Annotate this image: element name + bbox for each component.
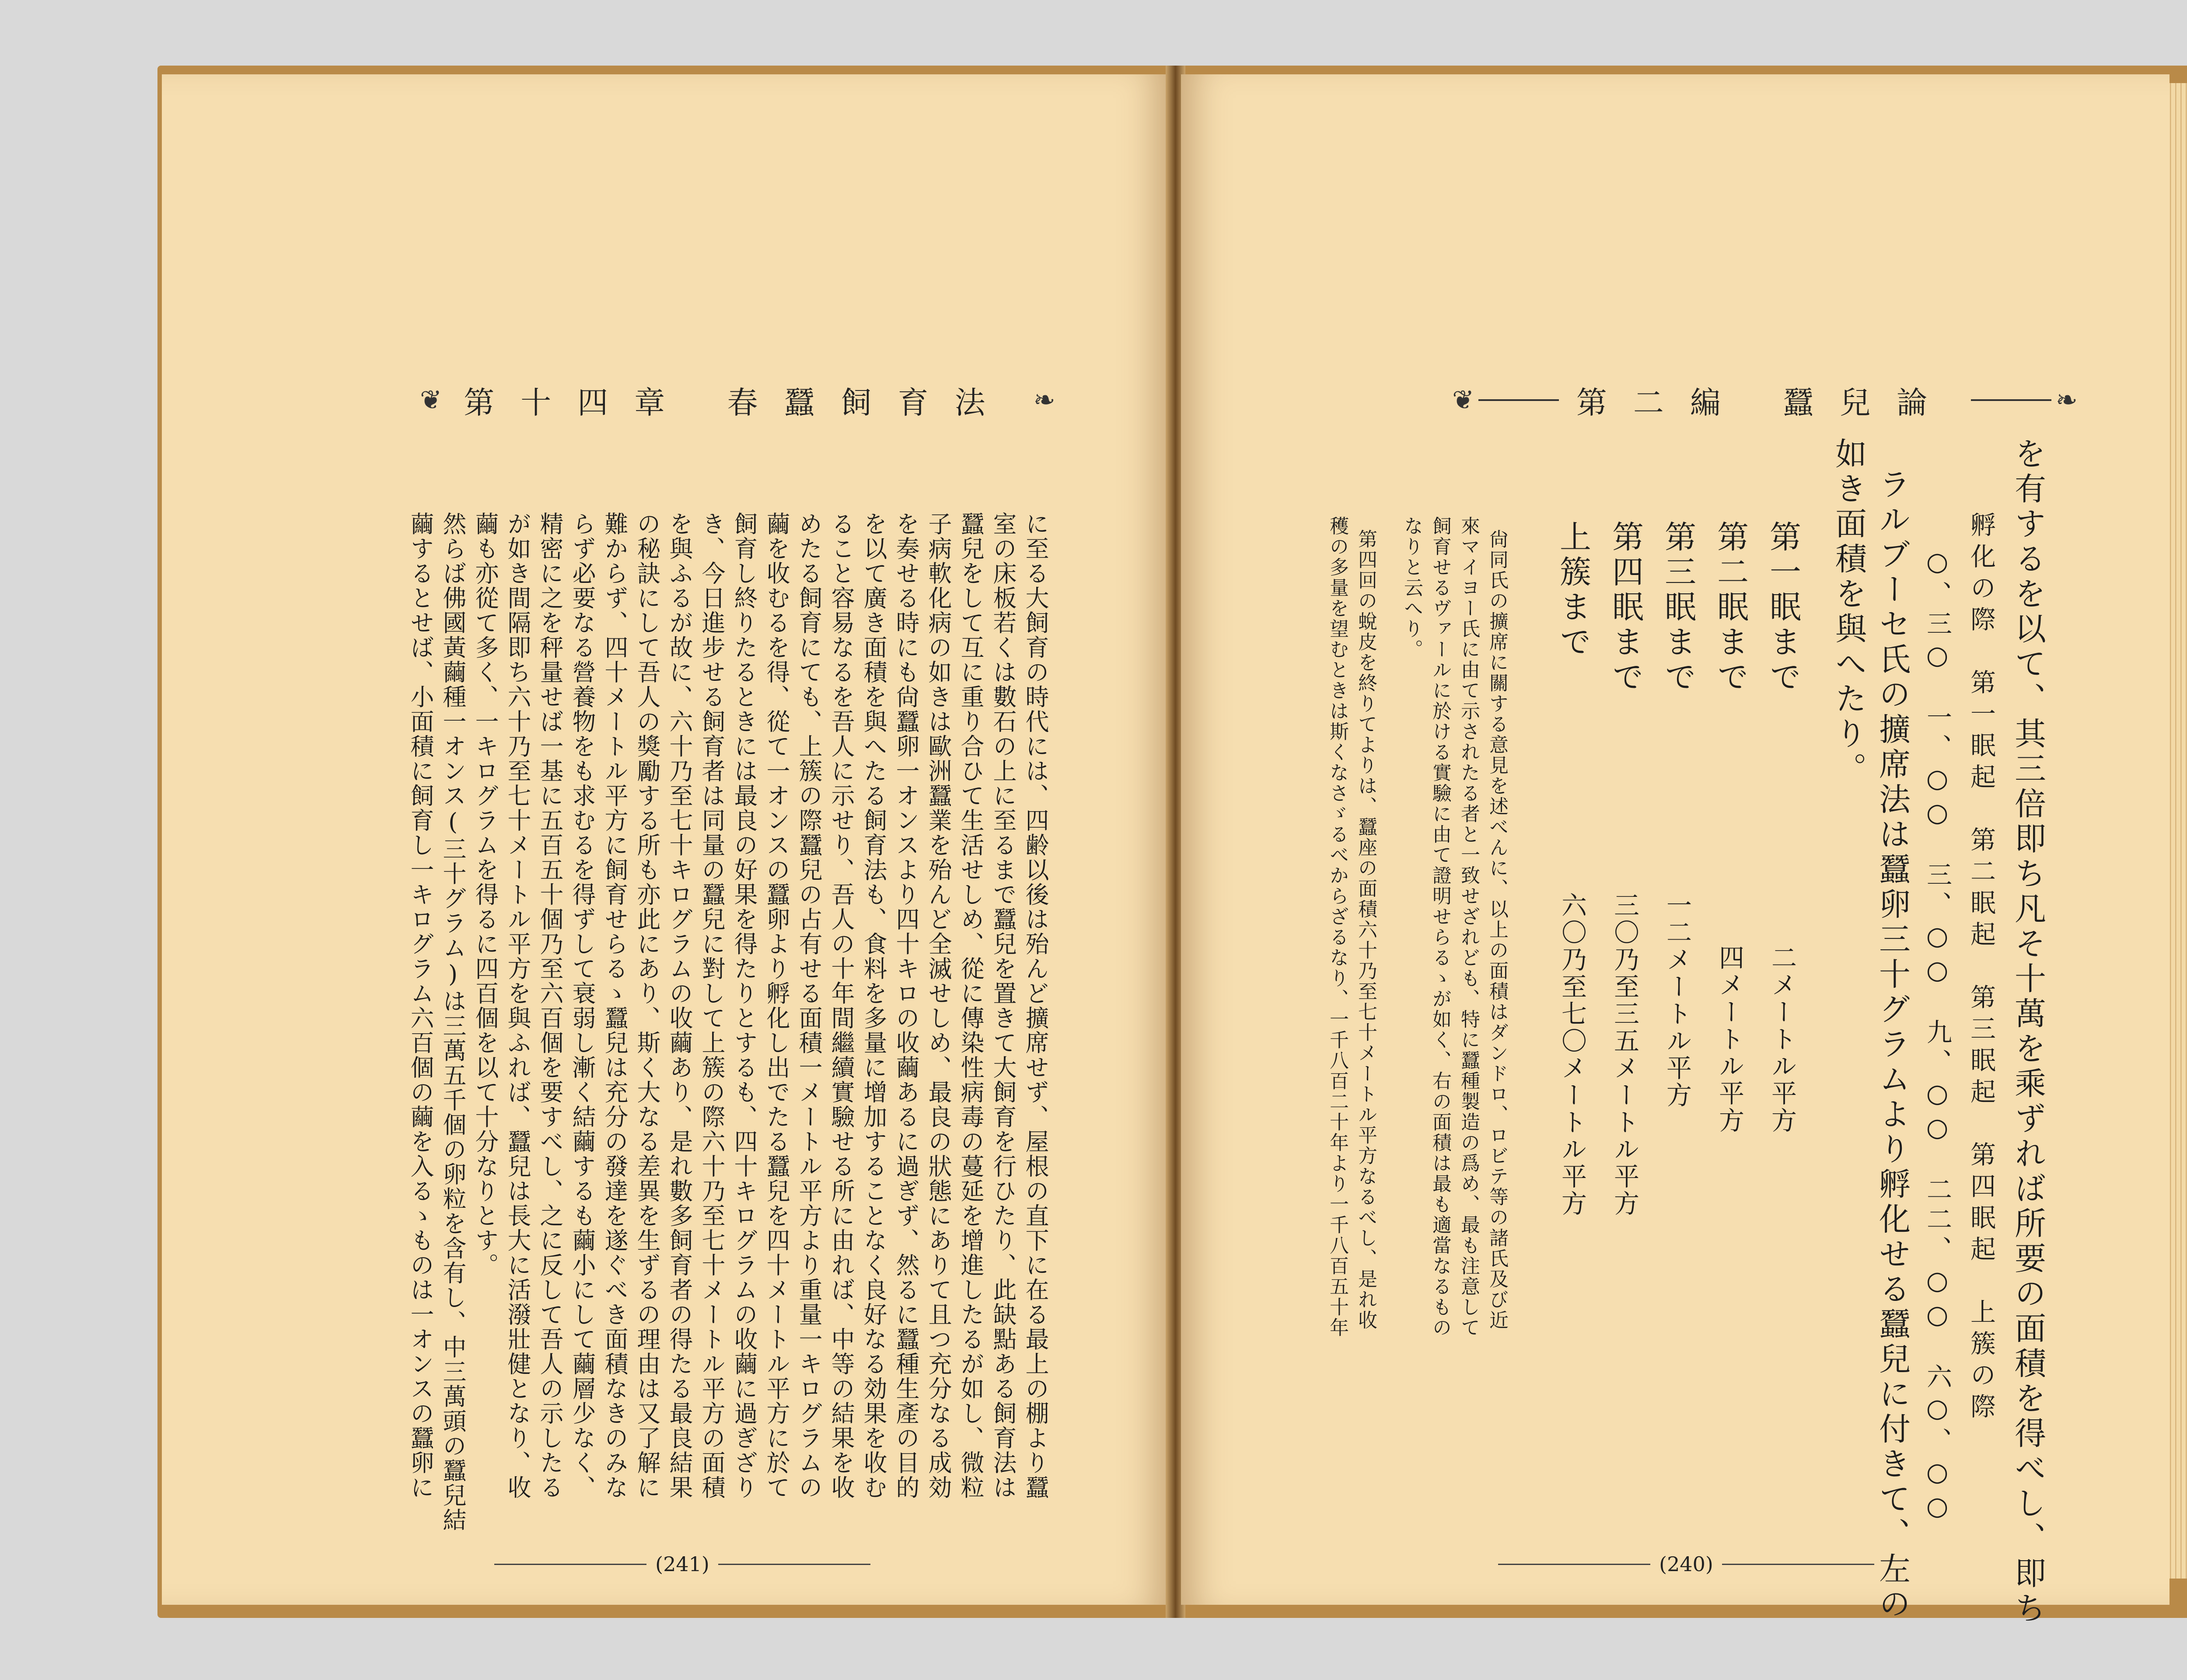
left-running-head-text: 第十四章 春蠶飼育法 (464, 384, 1012, 421)
left-text-column: 飼育し終りたるときには最良の好果を得たりとするも、四十キログラムの收繭に過ぎざり (730, 512, 758, 1500)
right-running-head-text: 第二編 蠶兒論 (1576, 384, 1954, 421)
right-ornament-icon: ❧ (1033, 385, 1055, 415)
left-text-column: めたる飼育にても、上簇の際蠶兒の占有せる面積一メートル平方より重量一キログラムの (795, 512, 823, 1500)
table-row-stage: 第一眠まで (1764, 520, 1801, 695)
left-text-column: らず必要なる營養物をも求むるを得ずして衰弱し漸く結繭するも繭小にして繭層少なく、 (569, 512, 596, 1500)
left-text-column: を與ふるが故に、六十乃至七十キログラムの收繭あり、是れ數多飼育者の得たる最良結果 (666, 512, 693, 1500)
note-column: 飼育せるヴァールに於ける實驗に由て證明せらるゝが如く、右の面積は最も適當なるもの (1429, 516, 1451, 1338)
note-column: 尙同氏の擴席に關する意見を述べんに、以上の面積はダンドロ、ロビテ等の諸氏及び近 (1486, 529, 1508, 1331)
left-text-column: が如き間隔即ち六十乃至七十メートル平方を與ふれば、蠶兒は長大に活潑壯健となり、收 (504, 512, 531, 1500)
left-text-column: 繭するとせば、小面積に飼育し一キログラム六百個の繭を入るゝものは一オンスの蠶卵に (407, 512, 434, 1500)
left-text-column: 繭も亦從て多く、一キログラムを得るに四百個を以て十分なりとす。 (472, 512, 499, 1278)
note-column: 第四回の蛻皮を終りてよりは、蠶座の面積六十乃至七十メートル平方なるべし、是れ收 (1355, 529, 1377, 1331)
left-text-column: 子病軟化病の如きは歐洲蠶業を殆んど全滅せしめ、最良の狀態にありて且つ充分なる成効 (925, 512, 952, 1500)
left-text-column: 精密に之を秤量せば一基に五百五十個乃至六百個を要すべし、之に反して吾人の示したる (536, 512, 564, 1500)
left-ornament-icon: ❦ (420, 385, 442, 415)
left-page-number (494, 1552, 870, 1576)
right-text-column: を有するを以て、其三倍即ち凡そ十萬を乘ずれば所要の面積を得べし、即ち (2009, 437, 2046, 1627)
left-text-column: 蠶兒をして互に重り合ひて生活せしめ、從に傳染性病毒の蔓延を增進したるが如し、微粒 (957, 512, 985, 1500)
left-text-column: を以て廣き面積を與へたる飼育法も、食料を多量に增加することなく良好なる効果を收む (860, 512, 887, 1500)
rule (1722, 1564, 1874, 1565)
left-text-column: 室の床板若くは數石の上に至るまで蠶兒を置きて大飼育を行ひたり、此缺點ある飼育法は (989, 512, 1017, 1500)
left-ornament-icon: ❦ (1452, 385, 1474, 415)
rule (494, 1564, 646, 1565)
left-page (162, 74, 1168, 1605)
left-running-head (416, 372, 1055, 429)
table-row-stage: 第三眠まで (1659, 520, 1696, 695)
table-row-area: 一二メートル平方 (1662, 892, 1692, 1109)
left-text-column: 繭を收むるを得、從て一オンスの蠶卵より孵化し出でたる蠶兒を四十メートル平方に於て (763, 512, 790, 1500)
rule (1971, 399, 2051, 401)
left-text-column: の秘訣にして吾人の獎勵する所も亦此にあり、斯く大なる差異を生ずるの理由は又了解に (633, 512, 661, 1500)
table-row-stage: 第二眠まで (1712, 520, 1749, 695)
table-row-stage: 上簇まで (1555, 520, 1591, 660)
left-text-column: き、今日進步せる飼育者は同量の蠶兒に對して上簇の際六十乃至七十メートル平方の面積 (698, 512, 726, 1500)
left-text-column: を奏せる時にも尙蠶卵一オンスより四十キロの收繭あるに過ぎず、然るに蠶種生產の目的 (892, 512, 920, 1500)
note-column: 來マイヨー氏に由て示されたる者と一致せざれども、特に蠶種製造の爲め、最も注意して (1457, 516, 1480, 1338)
right-text-column: ラルブーセ氏の擴席法は蠶卵三十グラムより孵化せる蠶兒に付きて、左の (1874, 468, 1911, 1622)
left-text-column: 難からず、四十メートル平方に飼育せらるゝ蠶兒は充分の發達を遂ぐべき面積なきのみな (601, 512, 629, 1500)
area-values-row: ○、三○ 一、○○ 三、○○ 九、○○ 二二、○○ 六○、○○ (1922, 547, 1952, 1525)
left-text-column: に至る大飼育の時代には、四齢以後は殆んど擴席せず、屋根の直下に在る最上の棚より蠶 (1022, 512, 1049, 1500)
right-running-head (1448, 372, 2082, 429)
table-row-stage: 第四眠まで (1607, 520, 1644, 695)
table-row-area: 四メートル平方 (1715, 945, 1744, 1134)
table-row-area: 三〇乃至三五メートル平方 (1610, 892, 1639, 1217)
table-row-area: 六〇乃至七〇メートル平方 (1557, 892, 1587, 1217)
note-column: なりと云へり。 (1401, 516, 1423, 660)
rule (1498, 1564, 1650, 1565)
right-page-number (1498, 1552, 1874, 1576)
rule (718, 1564, 870, 1565)
note-column: 穫の多量を望むときは斯くなさゞるべからざるなり、一千八百二十年より一千八百五十年 (1326, 516, 1349, 1338)
rule (1478, 399, 1559, 401)
left-text-column: 然らば佛國黃繭種一オンス(三十グラム)は三萬五千個の卵粒を含有し、中三萬頭の蠶兒結 (439, 512, 467, 1533)
stage-header-row: 孵化の際 第一眠起 第二眠起 第三眠起 第四眠起 上簇の際 (1966, 512, 1996, 1425)
right-text-column: 如き面積を與へたり。 (1830, 437, 1867, 787)
right-page (1181, 74, 2170, 1627)
right-ornament-icon: ❧ (2055, 385, 2078, 415)
right-folio-text: (240) (1659, 1552, 1713, 1576)
left-text-column: ること容易なるを吾人に示せり、吾人の十年間繼續實驗せる所に由れば、中等の結果を收 (828, 512, 855, 1500)
table-row-area: 二メートル平方 (1767, 945, 1797, 1134)
left-folio-text: (241) (655, 1552, 709, 1576)
